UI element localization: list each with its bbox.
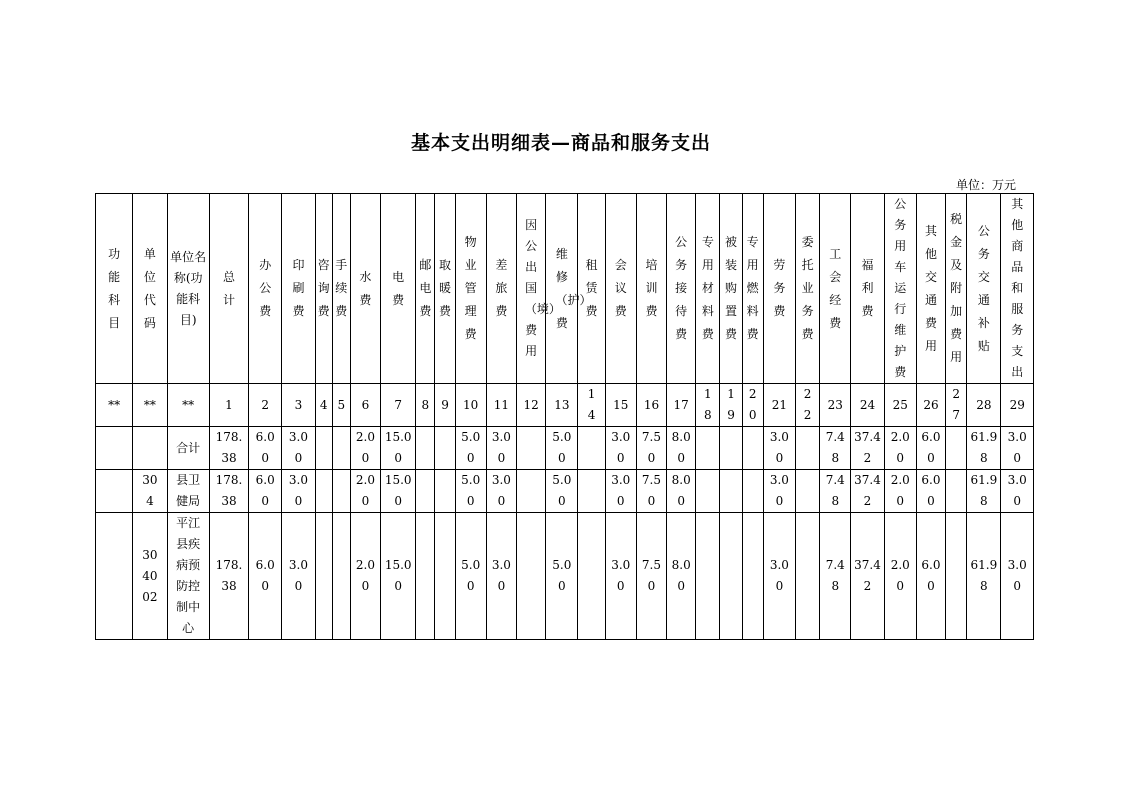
number-cell: 12 <box>517 384 546 427</box>
cell-value: 37.42 <box>851 427 884 470</box>
cell-value: 7.48 <box>820 513 851 640</box>
number-cell: 14 <box>578 384 605 427</box>
cell-value <box>517 427 546 470</box>
cell-value: 3.00 <box>1001 470 1034 513</box>
cell-value: 3.00 <box>763 470 795 513</box>
header-cell: 水费 <box>350 194 380 384</box>
cell-value: 2.00 <box>350 470 380 513</box>
cell-value: 37.42 <box>851 513 884 640</box>
number-cell: 17 <box>667 384 696 427</box>
number-cell: 9 <box>435 384 455 427</box>
cell-value: 3.00 <box>282 470 315 513</box>
cell-value <box>742 513 763 640</box>
header-cell: 培训费 <box>636 194 666 384</box>
table-row <box>96 470 1034 513</box>
number-cell: 8 <box>416 384 435 427</box>
cell-value <box>796 513 820 640</box>
cell-value <box>332 470 350 513</box>
header-cell: 专用燃料费 <box>742 194 763 384</box>
cell-value: 8.00 <box>667 513 696 640</box>
header-cell: 邮电费 <box>416 194 435 384</box>
number-cell: 3 <box>282 384 315 427</box>
header-cell: 印刷费 <box>282 194 315 384</box>
header-cell: 公务交通补贴 <box>967 194 1001 384</box>
cell-value: 3.00 <box>763 513 795 640</box>
cell-value: 5.00 <box>546 513 578 640</box>
cell-name: 县卫健局 <box>167 470 209 513</box>
cell-value: 61.98 <box>967 470 1001 513</box>
cell-value: 178.38 <box>209 470 248 513</box>
cell-value: 6.00 <box>249 427 282 470</box>
cell-value <box>435 427 455 470</box>
number-cell: 23 <box>820 384 851 427</box>
cell-value: 3.00 <box>486 470 516 513</box>
cell-value <box>796 470 820 513</box>
cell-value: 5.00 <box>455 470 486 513</box>
cell-value: 6.00 <box>916 470 945 513</box>
header-cell: 物业管理费 <box>455 194 486 384</box>
cell-value: 3.00 <box>763 427 795 470</box>
cell-value <box>435 470 455 513</box>
cell-value: 5.00 <box>455 513 486 640</box>
cell-value: 7.50 <box>636 470 666 513</box>
expense-table <box>95 193 1034 640</box>
cell-value: 5.00 <box>546 427 578 470</box>
header-cell: 其他商品和服务支出 <box>1001 194 1034 384</box>
cell-value: 3.00 <box>486 427 516 470</box>
header-cell: 单位代码 <box>133 194 167 384</box>
header-cell: 劳务费 <box>763 194 795 384</box>
header-cell: 电费 <box>381 194 416 384</box>
cell-value <box>416 513 435 640</box>
cell-value: 7.50 <box>636 427 666 470</box>
cell-value <box>720 427 742 470</box>
cell-value: 3.00 <box>605 470 636 513</box>
header-cell: 福利费 <box>851 194 884 384</box>
cell-value: 7.48 <box>820 470 851 513</box>
number-cell: ** <box>96 384 133 427</box>
number-cell: 5 <box>332 384 350 427</box>
cell-value: 7.50 <box>636 513 666 640</box>
cell-value <box>946 470 967 513</box>
header-cell: 单位名称(功能科目) <box>167 194 209 384</box>
cell-value: 2.00 <box>884 513 916 640</box>
cell-value: 5.00 <box>546 470 578 513</box>
cell-value <box>696 513 720 640</box>
cell-value <box>416 470 435 513</box>
cell-value <box>517 470 546 513</box>
number-cell: 25 <box>884 384 916 427</box>
number-cell: 6 <box>350 384 380 427</box>
number-cell: ** <box>133 384 167 427</box>
cell-value: 2.00 <box>350 513 380 640</box>
cell-value: 3.00 <box>282 427 315 470</box>
number-cell: 7 <box>381 384 416 427</box>
cell-value: 2.00 <box>884 470 916 513</box>
cell-value <box>578 427 605 470</box>
cell-name: 合计 <box>167 427 209 470</box>
header-cell: 因公出国（境）费用 <box>517 194 546 384</box>
cell-value: 3.00 <box>1001 513 1034 640</box>
cell-value: 8.00 <box>667 427 696 470</box>
header-cell: 专用材料费 <box>696 194 720 384</box>
header-cell: 其他交通费用 <box>916 194 945 384</box>
cell-code: 304 <box>133 470 167 513</box>
header-cell: 租赁费 <box>578 194 605 384</box>
cell-value: 61.98 <box>967 427 1001 470</box>
number-cell: 20 <box>742 384 763 427</box>
number-cell: 27 <box>946 384 967 427</box>
cell-value: 6.00 <box>249 513 282 640</box>
number-cell: 24 <box>851 384 884 427</box>
header-cell: 工会经费 <box>820 194 851 384</box>
header-cell: 咨询费 <box>315 194 332 384</box>
cell-value: 178.38 <box>209 427 248 470</box>
cell-value <box>315 513 332 640</box>
cell-value <box>416 427 435 470</box>
number-cell: 1 <box>209 384 248 427</box>
cell-value: 37.42 <box>851 470 884 513</box>
header-row <box>96 194 1034 384</box>
cell-value <box>946 427 967 470</box>
table-row <box>96 427 1034 470</box>
number-cell: 19 <box>720 384 742 427</box>
number-cell: 13 <box>546 384 578 427</box>
cell-value: 15.00 <box>381 513 416 640</box>
header-cell: 总计 <box>209 194 248 384</box>
cell-value <box>578 513 605 640</box>
number-cell: 11 <box>486 384 516 427</box>
cell-value <box>946 513 967 640</box>
column-number-row <box>96 384 1034 427</box>
cell-value: 6.00 <box>249 470 282 513</box>
cell-name: 平江县疾病预防控制中心 <box>167 513 209 640</box>
cell-value: 3.00 <box>1001 427 1034 470</box>
cell-code: 304002 <box>133 513 167 640</box>
cell-function <box>96 427 133 470</box>
number-cell: 29 <box>1001 384 1034 427</box>
cell-value: 8.00 <box>667 470 696 513</box>
number-cell: 22 <box>796 384 820 427</box>
cell-function <box>96 470 133 513</box>
header-cell: 办公费 <box>249 194 282 384</box>
cell-value: 15.00 <box>381 427 416 470</box>
header-cell: 会议费 <box>605 194 636 384</box>
number-cell: 15 <box>605 384 636 427</box>
cell-value: 2.00 <box>350 427 380 470</box>
number-cell: 10 <box>455 384 486 427</box>
number-cell: 4 <box>315 384 332 427</box>
cell-value <box>796 427 820 470</box>
cell-value: 6.00 <box>916 513 945 640</box>
cell-value: 15.00 <box>381 470 416 513</box>
header-cell: 维修（护）费 <box>546 194 578 384</box>
header-cell: 手续费 <box>332 194 350 384</box>
cell-value <box>517 513 546 640</box>
number-cell: 16 <box>636 384 666 427</box>
cell-value <box>435 513 455 640</box>
cell-code <box>133 427 167 470</box>
number-cell: 21 <box>763 384 795 427</box>
cell-value <box>720 470 742 513</box>
header-cell: 公务接待费 <box>667 194 696 384</box>
cell-value <box>332 513 350 640</box>
cell-value: 178.38 <box>209 513 248 640</box>
header-cell: 差旅费 <box>486 194 516 384</box>
number-cell: 2 <box>249 384 282 427</box>
cell-value: 7.48 <box>820 427 851 470</box>
cell-value: 3.00 <box>605 513 636 640</box>
number-cell: 18 <box>696 384 720 427</box>
number-cell: 28 <box>967 384 1001 427</box>
cell-value: 61.98 <box>967 513 1001 640</box>
cell-value <box>696 470 720 513</box>
cell-value: 3.00 <box>605 427 636 470</box>
cell-value <box>578 470 605 513</box>
cell-value: 5.00 <box>455 427 486 470</box>
number-cell: ** <box>167 384 209 427</box>
number-cell: 26 <box>916 384 945 427</box>
cell-value: 2.00 <box>884 427 916 470</box>
header-cell: 税金及附加费用 <box>946 194 967 384</box>
header-cell: 取暖费 <box>435 194 455 384</box>
cell-value <box>742 427 763 470</box>
cell-value <box>332 427 350 470</box>
header-cell: 被装购置费 <box>720 194 742 384</box>
cell-function <box>96 513 133 640</box>
header-cell: 委托业务费 <box>796 194 820 384</box>
table-row <box>96 513 1034 640</box>
cell-value: 3.00 <box>282 513 315 640</box>
header-cell: 功能科目 <box>96 194 133 384</box>
cell-value <box>315 470 332 513</box>
unit-label: 单位：万元 <box>955 178 1016 192</box>
header-cell: 公务用车运行维护费 <box>884 194 916 384</box>
cell-value <box>315 427 332 470</box>
cell-value: 3.00 <box>486 513 516 640</box>
cell-value <box>696 427 720 470</box>
cell-value <box>720 513 742 640</box>
cell-value: 6.00 <box>916 427 945 470</box>
page-title: 基本支出明细表—商品和服务支出 <box>410 132 711 154</box>
cell-value <box>742 470 763 513</box>
